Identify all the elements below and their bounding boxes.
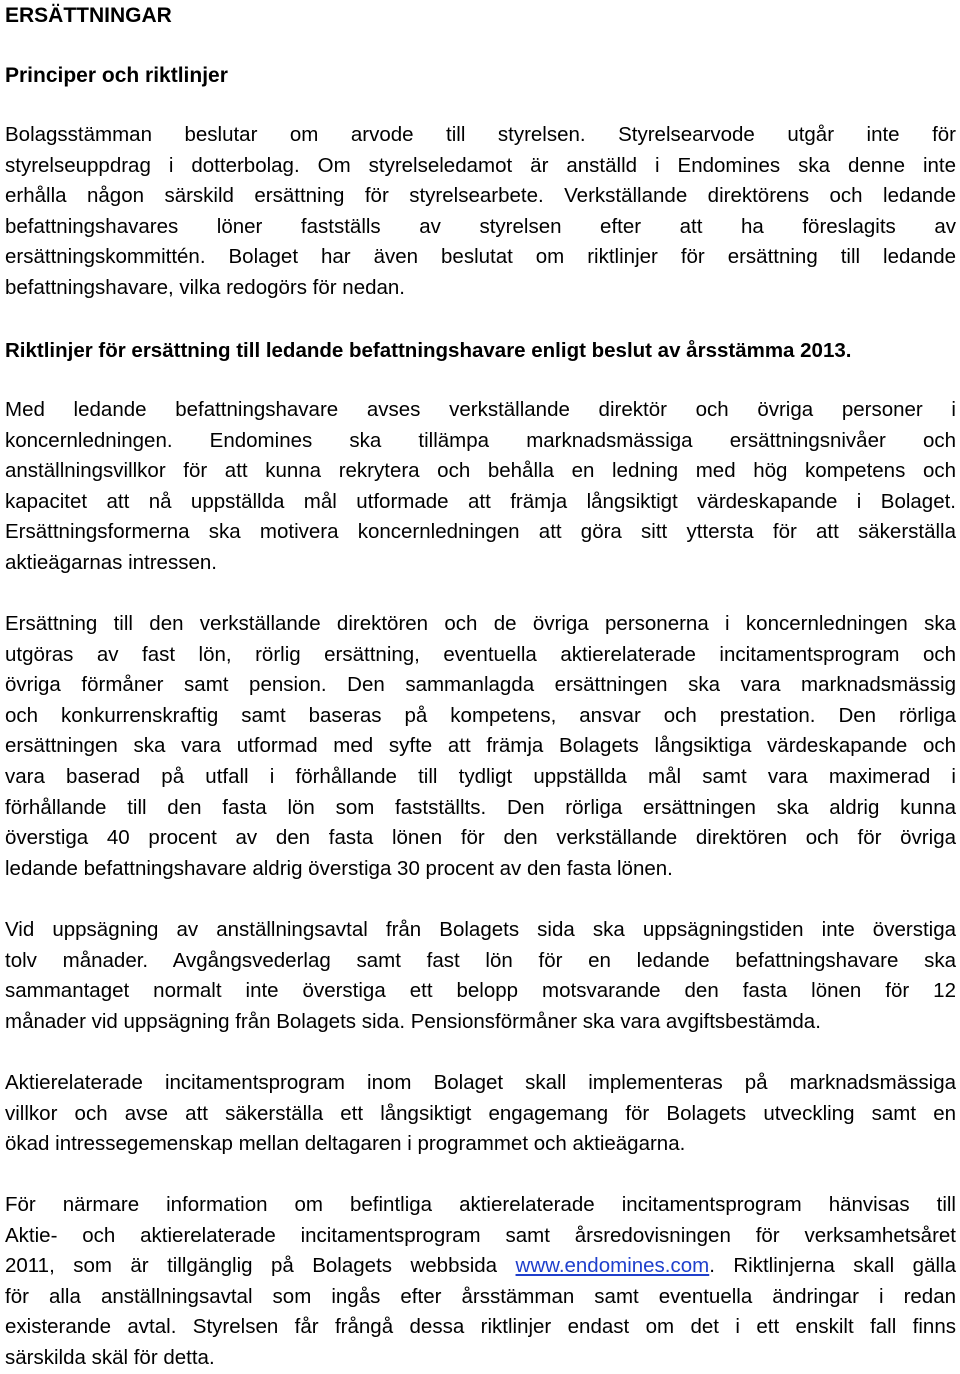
- text-line: Bolagsstämman beslutar om arvode till styrelsen. Styrelsearvode utgår inte för: [5, 123, 956, 146]
- document-title: ERSÄTTNINGAR: [5, 4, 172, 27]
- text-segment: . Riktlinjerna skall gälla: [709, 1254, 956, 1278]
- text-line: för alla anställningsavtal som ingås efter årsstämman samt eventuella ändringar i redan: [5, 1284, 956, 1308]
- text-line: ledande befattningshavare aldrig överstiga 30 procent av den fasta lönen.: [5, 856, 673, 880]
- text-line: För närmare information om befintliga aktierelaterade incitamentsprogram hänvisas till: [5, 1193, 956, 1216]
- text-line: kapacitet att nå uppställda mål utformade att främja långsiktigt värdeskapande i Bolaget.: [5, 489, 956, 513]
- text-line: befattningshavares löner fastställs av styrelsen efter att ha föreslagits av: [5, 214, 956, 238]
- text-line: ökad intressegemenskap mellan deltagaren i programmet och aktieägarna.: [5, 1132, 686, 1156]
- text-line: och konkurrenskraftig samt baseras på kompetens, ansvar och prestation. Den rörliga: [5, 703, 956, 727]
- text-line: Ersättningsformerna ska motivera koncernledningen att göra sitt yttersta för att säkerställa: [5, 520, 956, 544]
- text-line: vara baserad på utfall i förhållande till tydligt uppställda mål samt vara maximerad i: [5, 764, 956, 788]
- text-line: anställningsvillkor för att kunna rekrytera och behålla en ledning med hög kompetens och: [5, 459, 956, 483]
- text-line-with-link: [5, 1251, 956, 1282]
- text-line: koncernledningen. Endomines ska tillämpa marknadsmässiga ersättningsnivåer och: [5, 428, 956, 452]
- text-line: styrelseuppdrag i dotterbolag. Om styrelseledamot är anställd i Endomines ska denne inte: [5, 153, 956, 177]
- text-line: Aktierelaterade incitamentsprogram inom Bolaget skall implementeras på marknadsmässiga: [5, 1071, 956, 1094]
- text-line: ersättningskommittén. Bolaget har även beslutat om riktlinjer för ersättning till ledande: [5, 245, 956, 269]
- paragraph-incentive-programs: [5, 1068, 956, 1160]
- paragraph-termination: [5, 915, 956, 1037]
- text-line: utgöras av fast lön, rörlig ersättning, eventuella aktierelaterade incitamentsprogram och: [5, 642, 956, 666]
- text-line: Med ledande befattningshavare avses verkställande direktör och övriga personer i: [5, 398, 956, 421]
- text-line: särskilda skäl för detta.: [5, 1345, 215, 1369]
- text-line: sammantaget normalt inte överstiga ett belopp motsvarande den fasta lönen för 12: [5, 979, 956, 1003]
- text-line: Aktie- och aktierelaterade incitamentsprogram samt årsredovisningen för verksamhetsåret: [5, 1223, 956, 1247]
- text-line: Ersättning till den verkställande direktören och de övriga personerna i koncernledningen ska: [5, 612, 956, 635]
- text-line: förhållande till den fasta lön som fastställts. Den rörliga ersättningen ska aldrig kunna: [5, 795, 956, 819]
- paragraph-compensation-structure: [5, 609, 956, 884]
- text-line: befattningshavare, vilka redogörs för nedan.: [5, 275, 406, 299]
- text-line: villkor och avse att säkerställa ett långsiktigt engagemang för Bolagets utveckling samt en: [5, 1101, 956, 1125]
- text-segment: 2011, som är tillgänglig på Bolagets webbsida: [5, 1254, 516, 1278]
- text-line: aktieägarnas intressen.: [5, 550, 217, 574]
- endomines-website-link[interactable]: www.endomines.com: [515, 1254, 710, 1278]
- paragraph-more-information: [5, 1190, 956, 1374]
- text-line: ersättningen ska vara utformad med syfte att främja Bolagets långsiktiga värdeskapande och: [5, 734, 956, 758]
- text-line: existerande avtal. Styrelsen får frångå dessa riktlinjer endast om det i ett enskilt fall finns: [5, 1315, 956, 1339]
- section-heading-principles: Principer och riktlinjer: [5, 64, 228, 87]
- text-line: Vid uppsägning av anställningsavtal från Bolagets sida ska uppsägningstiden inte överstiga: [5, 918, 956, 941]
- text-line: tolv månader. Avgångsvederlag samt fast lön för en ledande befattningshavare ska: [5, 948, 956, 972]
- paragraph-board-fees: [5, 120, 956, 304]
- text-line: månader vid uppsägning från Bolagets sida. Pensionsförmåner ska vara avgiftsbestämda.: [5, 1009, 821, 1033]
- text-line: övriga förmåner samt pension. Den sammanlagda ersättningen ska vara marknadsmässig: [5, 673, 956, 697]
- text-line: erhålla någon särskild ersättning för styrelsearbete. Verkställande direktörens och ledande: [5, 184, 956, 208]
- guidelines-heading: Riktlinjer för ersättning till ledande befattningshavare enligt beslut av årsstämma 2013.: [5, 339, 852, 362]
- paragraph-executives-definition: [5, 395, 956, 579]
- text-line: överstiga 40 procent av den fasta lönen för den verkställande direktören och för övriga: [5, 826, 956, 850]
